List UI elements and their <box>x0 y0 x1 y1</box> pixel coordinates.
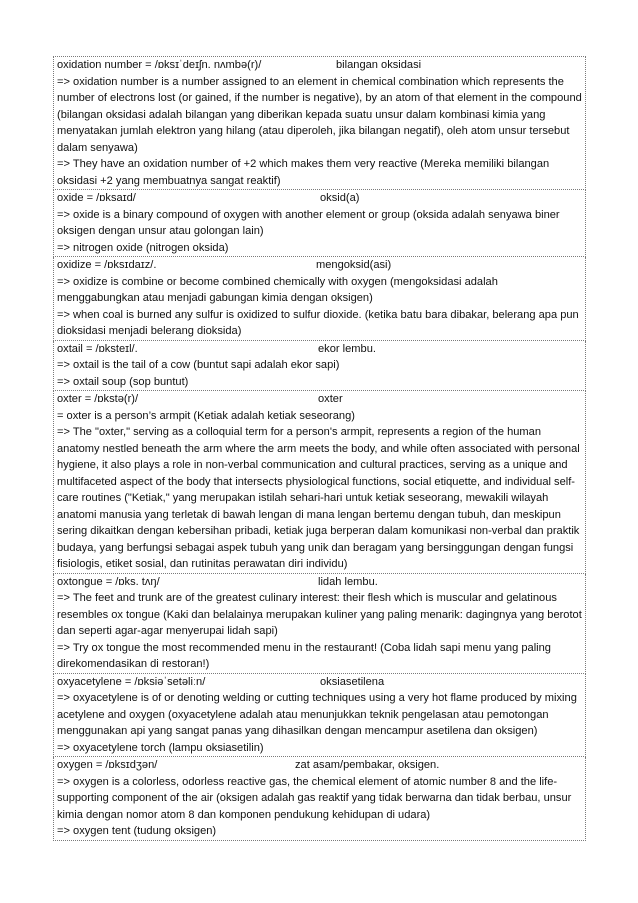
entry-head <box>57 757 583 774</box>
entry-head <box>57 190 583 207</box>
headword: oxygen = /ɒksɪdʒən/ <box>57 759 158 771</box>
entry-head <box>57 257 583 274</box>
headword: oxyacetylene = /ɒksiəˈsetəliːn/ <box>57 675 206 688</box>
entry-oxygen <box>53 757 586 841</box>
example-line: => nitrogen oxide (nitrogen oksida) <box>57 241 229 254</box>
entry-oxide <box>53 190 586 257</box>
entry-head <box>57 341 583 358</box>
entry-oxidation-number <box>53 56 586 190</box>
meaning: ekor lembu. <box>318 342 376 355</box>
entry-oxter <box>53 391 586 574</box>
definition-line: => oxyacetylene is of or denoting welding or cutting techniques using a very hot flame produced by mixing acetylene and oxygen (oxyacetylene adalah atau menunjukkan teknik pengelasan atau pemotongan menggunakan api yang sangat panas yang dihasilkan dengan mencampur asetilena dan oksigen) <box>57 692 577 737</box>
entry-head <box>57 57 583 74</box>
meaning: oksid(a) <box>320 192 360 204</box>
meaning: oksiasetilena <box>320 675 385 688</box>
definition-line: => oxidation number is a number assigned to an element in chemical combination which represents the number of electrons lost (or gained, if the number is negative), by an atom of that element in the compound (bilangan oksidasi adalah bilangan yang diberikan kepada suatu unsur dalam kombinasi kimia yang menyatakan jumlah elektron yang hilang (atau diperoleh, jika bilangan negatif), oleh atom unsur tersebut dalam senyawa) <box>57 75 582 154</box>
example-line: => oxtail soup (sop buntut) <box>57 375 189 388</box>
example-line: => They have an oxidation number of +2 which makes them very reactive (Mereka memiliki bilangan oksidasi +2 yang membuatnya sangat reaktif) <box>57 158 550 187</box>
dictionary-page <box>53 56 586 841</box>
meaning: zat asam/pembakar, oksigen. <box>295 759 440 771</box>
entry-oxtail <box>53 341 586 392</box>
entry-oxtongue <box>53 574 586 674</box>
example-line: => Try ox tongue the most recommended menu in the restaurant! (Coba lidah sapi menu yang paling direkomendasikan di restoran!) <box>57 641 551 670</box>
example-line: => The "oxter," serving as a colloquial term for a person's armpit, represents a region of the human anatomy nestled beneath the arm where the arm meets the body, and while often associated with personal hygiene, it also plays a role in non-verbal communication and cultural practices, serving as a unique and multifaceted aspect of the body that intersects physiological functions, social etiquette, and individual self-care routines ("Ketiak," yang merupakan istilah sehari-hari untuk ketiak seseorang, mewakili wilayah anatomi manusia yang terletak di bawah lengan di mana lengan bertemu dengan tubuh, dan meskipun sering dikaitkan dengan kebersihan pribadi, ketiak juga berperan dalam komunikasi non-verbal dan praktik budaya, yang berfungsi sebagai aspek tubuh yang unik dan beragam yang bersinggungan dengan fungsi fisiologis, etiket sosial, dan rutinitas perawatan diri individu) <box>57 426 580 570</box>
example-line: => oxygen tent (tudung oksigen) <box>57 825 217 837</box>
entry-head <box>57 574 583 591</box>
headword: oxidize = /ɒksɪdaɪz/. <box>57 259 157 271</box>
example-line: => oxyacetylene torch (lampu oksiasetilin) <box>57 741 264 754</box>
meaning: oxter <box>318 393 343 405</box>
entry-oxyacetylene <box>53 674 586 758</box>
definition-line: => The feet and trunk are of the greatest culinary interest: their flesh which is muscular and gelatinous resembles ox tongue (Kaki dan belalainya merupakan kuliner yang paling menarik: dagingnya yang berotot dan seperti agar-agar menyerupai lidah sapi) <box>57 592 582 637</box>
example-line: => when coal is burned any sulfur is oxidized to sulfur dioxide. (ketika batu bara dibakar, belerang apa pun dioksidasi menjadi belerang dioksida) <box>57 308 579 337</box>
definition-line: => oxidize is combine or become combined chemically with oxygen (mengoksidasi adalah menggabungkan atau menjadi gabungan kimia dengan oksigen) <box>57 275 498 304</box>
headword: oxter = /ɒkstə(r)/ <box>57 393 139 405</box>
meaning: bilangan oksidasi <box>336 59 422 71</box>
headword: oxide = /ɒksaɪd/ <box>57 192 136 204</box>
definition-line: => oxtail is the tail of a cow (buntut sapi adalah ekor sapi) <box>57 359 340 371</box>
headword: oxidation number = /ɒksɪˈdeɪʃn. nʌmbə(r)/ <box>57 59 262 71</box>
definition-line: => oxide is a binary compound of oxygen with another element or group (oksida adalah senyawa biner oksigen dengan unsur atau golongan lain) <box>57 208 560 237</box>
entry-head <box>57 674 583 691</box>
definition-line: => oxygen is a colorless, odorless reactive gas, the chemical element of atomic number 8 and the life-supporting component of the air (oksigen adalah gas reaktif yang tidak berwarna dan tidak berbau, unsur kimia dengan nomor atom 8 dan komponen pendukung kehidupan di udara) <box>57 775 572 821</box>
entry-oxidize <box>53 257 586 341</box>
meaning: mengoksid(asi) <box>316 259 392 271</box>
entry-head <box>57 391 583 408</box>
headword: oxtail = /ɒksteɪl/. <box>57 342 138 355</box>
definition-line: = oxter is a person’s armpit (Ketiak adalah ketiak seseorang) <box>57 409 355 422</box>
meaning: lidah lembu. <box>318 575 378 588</box>
headword: oxtongue = /ɒks. tʌŋ/ <box>57 575 160 588</box>
